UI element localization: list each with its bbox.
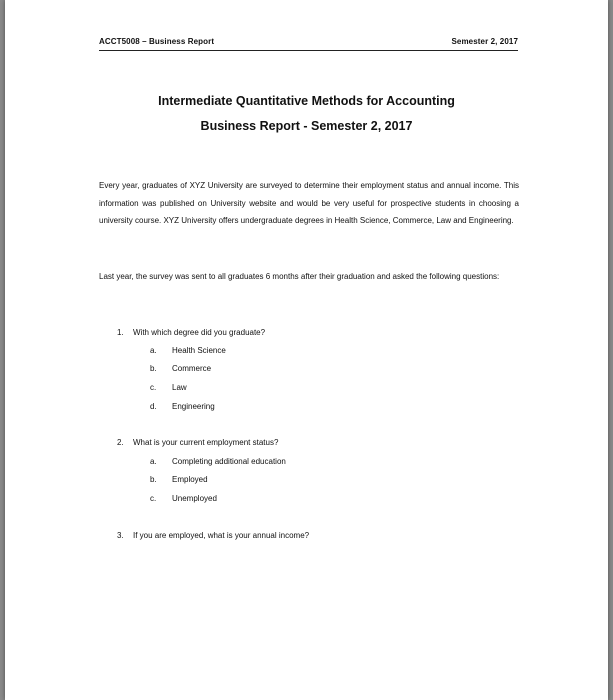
document-subtitle: Business Report - Semester 2, 2017 xyxy=(200,119,413,133)
question-1 xyxy=(117,327,517,339)
option-text: Commerce xyxy=(172,364,212,373)
question-number: 3. xyxy=(117,531,124,540)
survey-paragraph: Last year, the survey was sent to all graduates 6 months after their graduation and asked the following questions: xyxy=(99,272,500,281)
option-text: Unemployed xyxy=(172,494,217,503)
question-3 xyxy=(117,530,517,542)
option-text: Completing additional education xyxy=(172,457,286,466)
document-page xyxy=(5,0,608,700)
intro-paragraph: Every year, graduates of XYZ University are surveyed to determine their employment status and annual income. This information was published on University website and would be very useful for prospective students in choosing a university course. XYZ University offers undergraduate degrees in Health Science, Commerce, Law and Engineering. xyxy=(99,181,519,225)
option-letter: b. xyxy=(150,475,157,484)
question-text: What is your current employment status? xyxy=(133,438,279,447)
question-text: If you are employed, what is your annual income? xyxy=(133,531,310,540)
question-text: With which degree did you graduate? xyxy=(133,328,266,337)
option-text: Law xyxy=(172,383,187,392)
page-header xyxy=(99,37,518,51)
option-letter: b. xyxy=(150,364,157,373)
option-letter: a. xyxy=(150,457,157,466)
question-number: 2. xyxy=(117,438,124,447)
option-text: Health Science xyxy=(172,346,226,355)
document-title: Intermediate Quantitative Methods for Accounting xyxy=(158,94,455,108)
question-number: 1. xyxy=(117,328,124,337)
option-letter: c. xyxy=(150,383,157,392)
header-course-code: ACCT5008 – Business Report xyxy=(99,37,215,46)
question-2 xyxy=(117,437,517,449)
option-letter: c. xyxy=(150,494,157,503)
option-text: Employed xyxy=(172,475,208,484)
option-letter: a. xyxy=(150,346,157,355)
option-letter: d. xyxy=(150,402,157,411)
header-semester: Semester 2, 2017 xyxy=(451,37,518,46)
option-text: Engineering xyxy=(172,402,215,411)
